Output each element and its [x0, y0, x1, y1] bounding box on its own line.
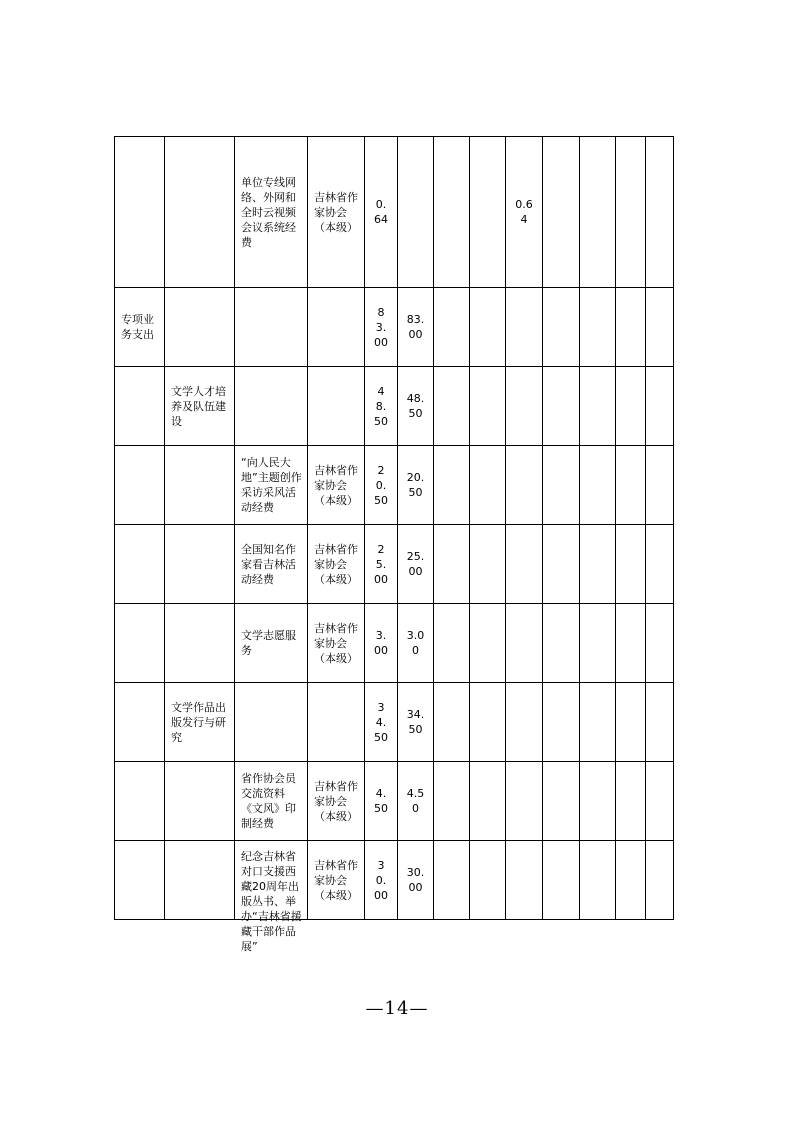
col12-cell — [646, 288, 674, 367]
col8-cell — [506, 604, 543, 683]
col10-cell — [580, 683, 616, 762]
col5-cell: 3.00 — [398, 604, 434, 683]
col8-cell — [506, 525, 543, 604]
col9-cell — [543, 525, 580, 604]
col12-cell — [646, 367, 674, 446]
col11-cell — [616, 683, 646, 762]
item-cell — [235, 683, 308, 762]
table-row — [115, 288, 674, 367]
total-cell: 3.00 — [365, 604, 398, 683]
col10-cell — [580, 137, 616, 288]
table-row — [115, 446, 674, 525]
col7-cell — [470, 604, 506, 683]
col5-cell: 83.00 — [398, 288, 434, 367]
total-cell: 25.00 — [365, 525, 398, 604]
col10-cell — [580, 841, 616, 920]
category-cell — [115, 604, 165, 683]
col8-cell — [506, 367, 543, 446]
col7-cell — [470, 137, 506, 288]
col10-cell — [580, 762, 616, 841]
col7-cell — [470, 446, 506, 525]
col12-cell — [646, 137, 674, 288]
col7-cell — [470, 525, 506, 604]
col6-cell — [434, 288, 470, 367]
category-cell — [115, 841, 165, 920]
subcategory-cell: 文学作品出版发行与研究 — [165, 683, 235, 762]
col6-cell — [434, 841, 470, 920]
col7-cell — [470, 762, 506, 841]
total-cell: 83.00 — [365, 288, 398, 367]
subcategory-cell — [165, 446, 235, 525]
col6-cell — [434, 137, 470, 288]
table-row — [115, 604, 674, 683]
col11-cell — [616, 367, 646, 446]
col7-cell — [470, 367, 506, 446]
col12-cell — [646, 446, 674, 525]
category-cell — [115, 137, 165, 288]
col12-cell — [646, 683, 674, 762]
category-cell — [115, 525, 165, 604]
col8-cell — [506, 288, 543, 367]
col9-cell — [543, 841, 580, 920]
table-row — [115, 137, 674, 288]
total-cell: 34.50 — [365, 683, 398, 762]
col9-cell — [543, 446, 580, 525]
col5-cell: 4.50 — [398, 762, 434, 841]
col6-cell — [434, 604, 470, 683]
col12-cell — [646, 525, 674, 604]
unit-cell — [308, 683, 365, 762]
category-cell — [115, 446, 165, 525]
col6-cell — [434, 762, 470, 841]
col12-cell — [646, 604, 674, 683]
item-cell: “向人民大地”主题创作采访采风活动经费 — [235, 446, 308, 525]
col10-cell — [580, 525, 616, 604]
col8-cell — [506, 446, 543, 525]
total-cell: 48.50 — [365, 367, 398, 446]
category-cell — [115, 762, 165, 841]
col6-cell — [434, 525, 470, 604]
table-row — [115, 841, 674, 920]
subcategory-cell — [165, 137, 235, 288]
col5-cell: 25.00 — [398, 525, 434, 604]
col11-cell — [616, 525, 646, 604]
unit-cell — [308, 367, 365, 446]
col9-cell — [543, 762, 580, 841]
col10-cell — [580, 446, 616, 525]
category-cell — [115, 367, 165, 446]
col10-cell — [580, 604, 616, 683]
col7-cell — [470, 683, 506, 762]
item-cell: 省作协会员交流资料《文风》印制经费 — [235, 762, 308, 841]
item-cell: 全国知名作家看吉林活动经费 — [235, 525, 308, 604]
unit-cell: 吉林省作家协会（本级） — [308, 762, 365, 841]
col11-cell — [616, 604, 646, 683]
subcategory-cell — [165, 841, 235, 920]
col5-cell: 48.50 — [398, 367, 434, 446]
col7-cell — [470, 841, 506, 920]
col6-cell — [434, 683, 470, 762]
page-number: —14— — [365, 998, 429, 1019]
col5-cell: 34.50 — [398, 683, 434, 762]
col11-cell — [616, 288, 646, 367]
item-cell — [235, 367, 308, 446]
col8-cell — [506, 762, 543, 841]
col6-cell — [434, 446, 470, 525]
col5-cell: 20.50 — [398, 446, 434, 525]
col6-cell — [434, 367, 470, 446]
col12-cell — [646, 841, 674, 920]
subcategory-cell — [165, 762, 235, 841]
col8-cell — [506, 683, 543, 762]
subcategory-cell — [165, 604, 235, 683]
col10-cell — [580, 288, 616, 367]
item-cell: 纪念吉林省对口支援西藏20周年出版丛书、举办“吉林省援藏干部作品展” — [235, 841, 308, 920]
budget-table — [114, 136, 674, 953]
col5-cell: 30.00 — [398, 841, 434, 920]
col9-cell — [543, 367, 580, 446]
col9-cell — [543, 137, 580, 288]
total-cell: 0.64 — [365, 137, 398, 288]
table-row — [115, 525, 674, 604]
total-cell: 30.00 — [365, 841, 398, 920]
table-row — [115, 762, 674, 841]
category-cell — [115, 683, 165, 762]
item-cell — [235, 288, 308, 367]
col11-cell — [616, 446, 646, 525]
col9-cell — [543, 683, 580, 762]
unit-cell: 吉林省作家协会（本级） — [308, 841, 365, 920]
item-cell: 文学志愿服务 — [235, 604, 308, 683]
subcategory-cell — [165, 288, 235, 367]
unit-cell: 吉林省作家协会（本级） — [308, 525, 365, 604]
category-cell: 专项业务支出 — [115, 288, 165, 367]
total-cell: 20.50 — [365, 446, 398, 525]
col11-cell — [616, 841, 646, 920]
table-row — [115, 367, 674, 446]
unit-cell: 吉林省作家协会（本级） — [308, 604, 365, 683]
col5-cell — [398, 137, 434, 288]
item-cell: 单位专线网络、外网和全时云视频会议系统经费 — [235, 137, 308, 288]
col12-cell — [646, 762, 674, 841]
col11-cell — [616, 762, 646, 841]
subcategory-cell — [165, 525, 235, 604]
col8-cell: 0.64 — [506, 137, 543, 288]
total-cell: 4.50 — [365, 762, 398, 841]
col7-cell — [470, 288, 506, 367]
unit-cell: 吉林省作家协会（本级） — [308, 446, 365, 525]
table-row — [115, 683, 674, 762]
unit-cell — [308, 288, 365, 367]
col10-cell — [580, 367, 616, 446]
subcategory-cell: 文学人才培养及队伍建设 — [165, 367, 235, 446]
col9-cell — [543, 288, 580, 367]
unit-cell: 吉林省作家协会（本级） — [308, 137, 365, 288]
col11-cell — [616, 137, 646, 288]
col8-cell — [506, 841, 543, 920]
col9-cell — [543, 604, 580, 683]
